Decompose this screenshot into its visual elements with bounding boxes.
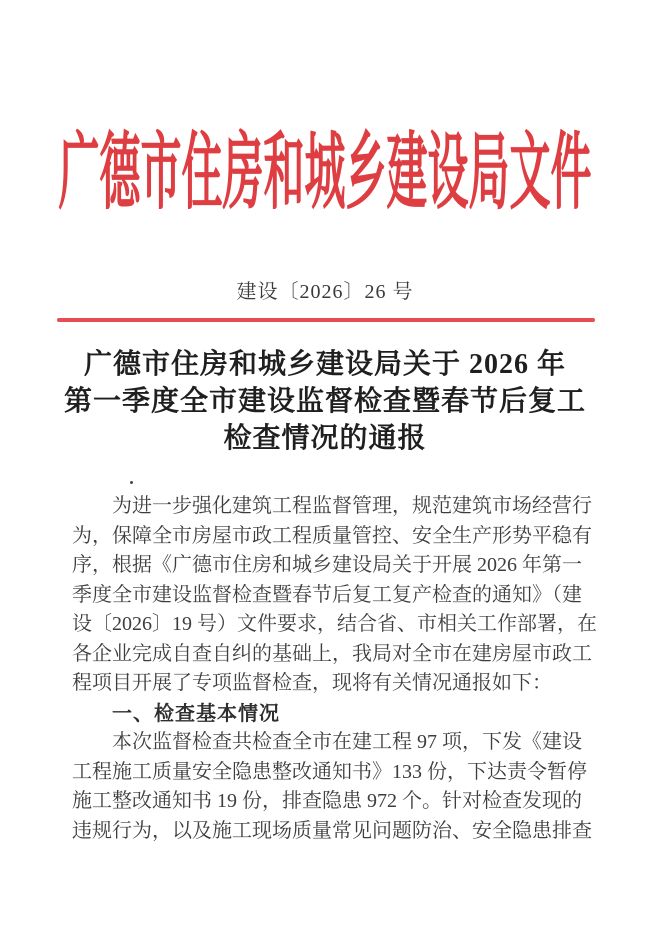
letterhead-org-title: 广德市住房和城乡建设局文件 bbox=[58, 124, 592, 220]
body-line: 为，保障全市房屋市政工程质量管控、安全生产形势平稳有 bbox=[72, 524, 592, 547]
document-title-line-3: 检查情况的通报 bbox=[223, 423, 427, 454]
section-heading-1: 一、检查基本情况 bbox=[112, 700, 280, 725]
body-line: 序，根据《广德市住房和城乡建设局关于开展 2026 年第一 bbox=[72, 554, 582, 576]
body-line: 违规行为，以及施工现场质量常见问题防治、安全隐患排查 bbox=[72, 819, 592, 842]
body-line: 季度全市建设监督检查暨春节后复工复产检查的通知》（建 bbox=[72, 583, 582, 606]
body-line: 施工整改通知书 19 份，排查隐患 972 个。针对检查发现的 bbox=[72, 790, 582, 812]
letterhead bbox=[0, 124, 650, 220]
document-title-line-1: 广德市住房和城乡建设局关于 2026 年 bbox=[83, 349, 566, 380]
body-line: 本次监督检查共检查全市在建工程 97 项，下发《建设 bbox=[112, 731, 582, 753]
red-divider-line bbox=[57, 318, 595, 322]
body-line: 工程施工质量安全隐患整改通知书》133 份，下达责令暂停 bbox=[72, 760, 587, 783]
document-number: 建设〔2026〕26 号 bbox=[236, 281, 414, 303]
scan-artifact-dot bbox=[130, 481, 133, 484]
body-line: 各企业完成自查自纠的基础上，我局对全市在建房屋市政工 bbox=[72, 642, 592, 665]
document-body bbox=[72, 492, 597, 846]
body-line: 为进一步强化建筑工程监督管理，规范建筑市场经营行 bbox=[112, 495, 592, 517]
body-line: 程项目开展了专项监督检查，现将有关情况通报如下： bbox=[72, 672, 552, 694]
body-line: 设〔2026〕19 号）文件要求，结合省、市相关工作部署，在 bbox=[72, 613, 597, 635]
document-title-line-2: 第一季度全市建设监督检查暨春节后复工 bbox=[63, 386, 586, 417]
document-title bbox=[40, 346, 610, 457]
